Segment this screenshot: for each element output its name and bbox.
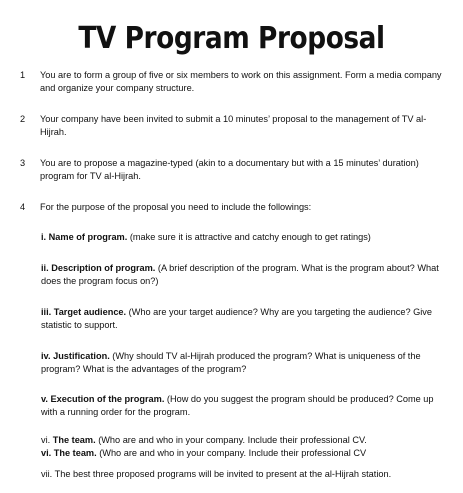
subitem-justification xyxy=(41,350,451,376)
page-title: TV Program Proposal xyxy=(78,21,385,56)
subitem-body: (Who are and who in your company. Include their professional CV xyxy=(96,448,367,458)
subitem-label: The team. xyxy=(52,435,96,445)
item-text: You are to form a group of five or six members to work on this assignment. Form a media company and organize your company structure. xyxy=(40,70,442,93)
subitem-body: (Who are your target audience? Why are you targeting the audience? Give statistic to support. xyxy=(41,307,433,330)
subitem-best-three xyxy=(41,468,451,481)
subitem-label: iv. Justification. xyxy=(41,351,110,361)
subitem-body: (A brief description of the program. What is the program about? What does the program focus on?) xyxy=(41,263,439,286)
subitem-text: vii. The best three proposed programs will be invited to present at the al-Hijrah station. xyxy=(41,469,392,479)
subitem-label: iii. Target audience. xyxy=(41,307,127,317)
subitem-target-audience xyxy=(41,306,451,332)
subitem-body: (make sure it is attractive and catchy enough to get ratings) xyxy=(127,232,371,242)
item-number: 2 xyxy=(20,114,26,124)
subitem-label: v. Execution of the program. xyxy=(41,394,165,404)
item-number: 4 xyxy=(20,202,26,212)
subitem-body: (Who are and who in your company. Include their professional CV. xyxy=(95,435,367,445)
subitem-description xyxy=(41,262,451,288)
item-number: 1 xyxy=(20,70,26,80)
item-text: You are to propose a magazine-typed (akin to a documentary but with a 15 minutes’ duration) program for TV al-Hijrah. xyxy=(40,158,419,181)
subitem-team xyxy=(41,434,451,447)
item-number: 3 xyxy=(20,158,26,168)
subitem-prefix: vi. xyxy=(41,435,53,445)
subitem-execution xyxy=(41,393,451,419)
subitem-label: ii. Description of program. xyxy=(41,263,156,273)
item-text: For the purpose of the proposal you need to include the followings: xyxy=(40,202,312,212)
subitem-body: (Why should TV al-Hijrah produced the program? What is uniqueness of the program? What is the advantages of the program? xyxy=(41,351,421,374)
subitem-team-duplicate xyxy=(41,447,451,460)
subitem-label: vi. The team. xyxy=(41,448,97,458)
subitem-body: (How do you suggest the program should be produced? Come up with a running order for the program. xyxy=(41,394,434,417)
subitem-label: i. Name of program. xyxy=(41,232,128,242)
item-text: Your company have been invited to submit a 10 minutes’ proposal to the management of TV al-Hijrah. xyxy=(40,114,427,137)
subitem-name-of-program xyxy=(41,231,451,244)
